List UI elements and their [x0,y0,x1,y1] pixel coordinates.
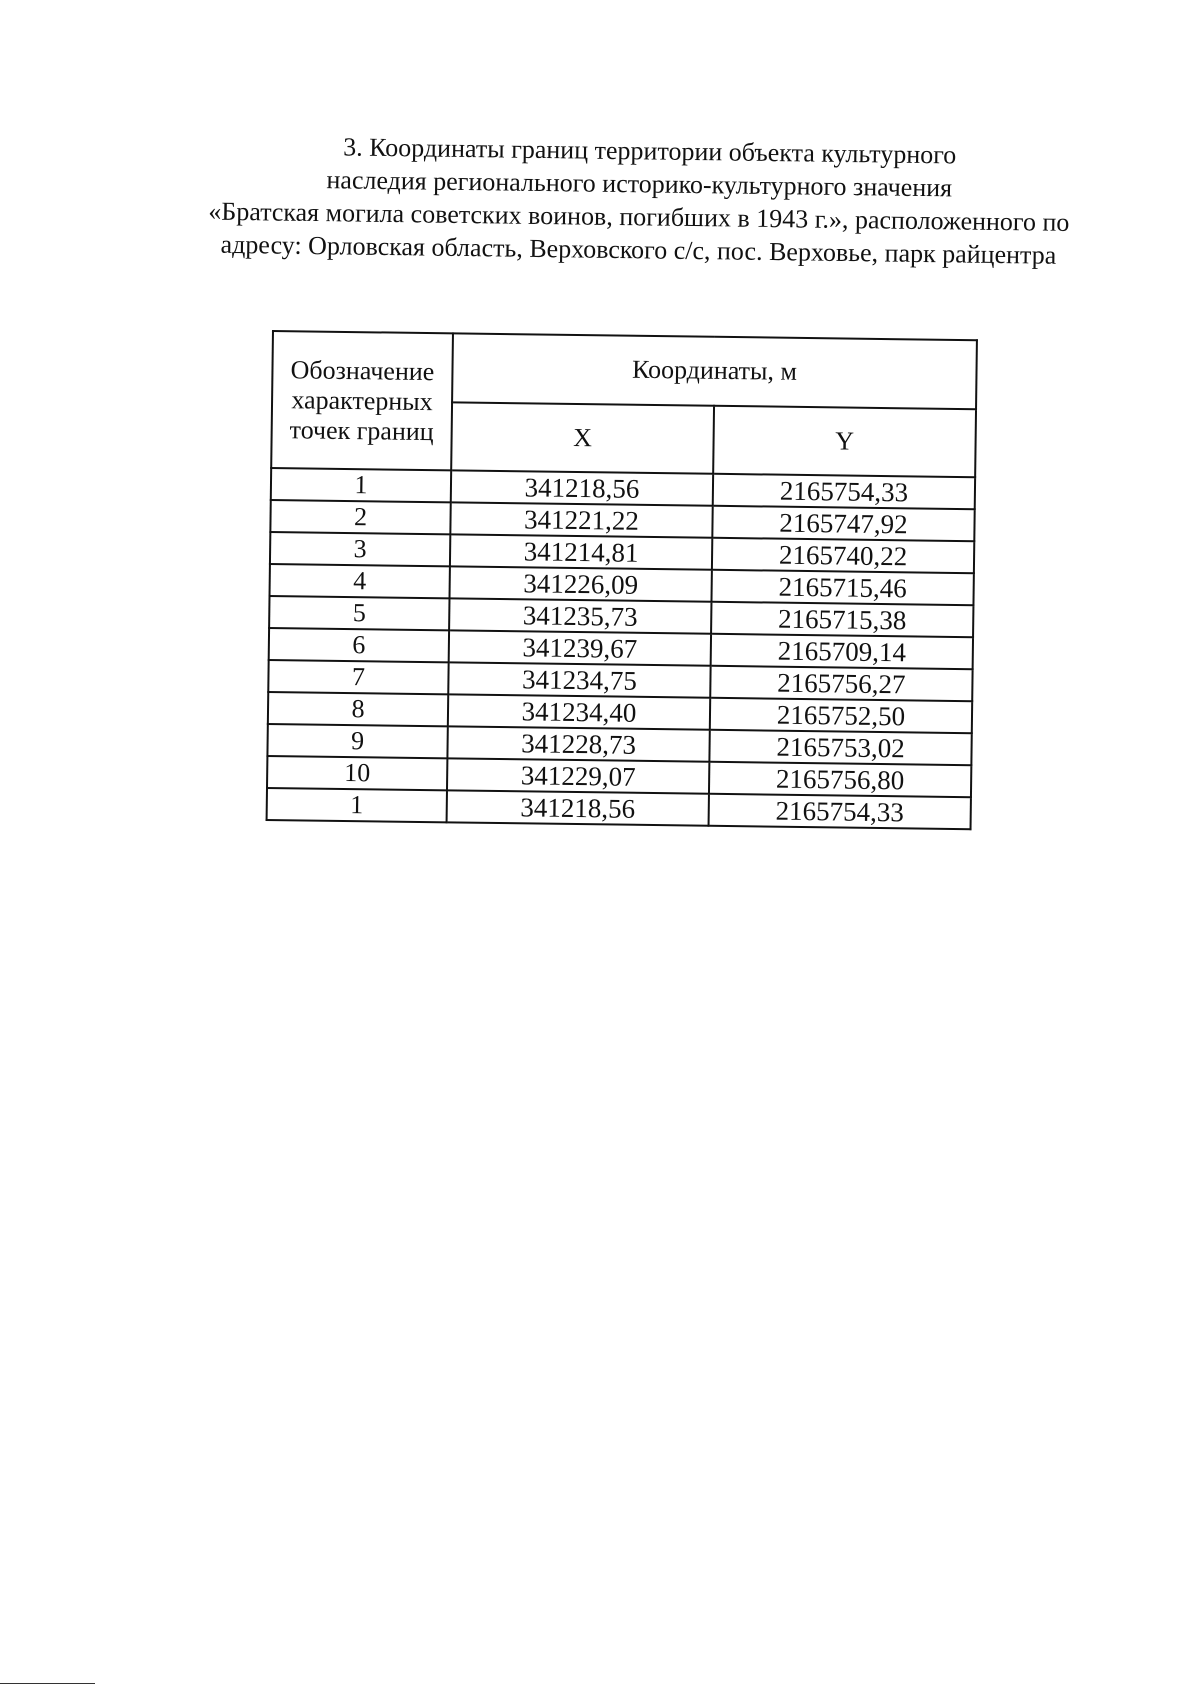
point-cell: 6 [269,628,449,662]
x-cell: 341229,07 [447,758,709,793]
y-cell: 2165754,33 [709,794,971,829]
y-cell: 2165709,14 [711,634,973,669]
x-cell: 341226,09 [450,566,712,601]
point-cell: 7 [268,660,448,694]
table-header-row [272,331,977,409]
point-cell: 4 [270,564,450,598]
x-cell: 341214,81 [450,534,712,569]
point-cell: 1 [267,788,447,822]
y-cell: 2165756,80 [709,762,971,797]
y-cell: 2165752,50 [710,698,972,733]
x-cell: 341234,75 [448,662,710,697]
point-cell: 9 [267,724,447,758]
point-cell: 8 [268,692,448,726]
y-cell: 2165715,46 [711,570,973,605]
point-cell: 1 [271,468,451,502]
x-cell: 341228,73 [447,726,709,761]
y-cell: 2165747,92 [712,506,974,541]
y-cell: 2165740,22 [712,538,974,573]
point-cell: 2 [270,500,450,534]
x-cell: 341239,67 [449,630,711,665]
header-x: X [451,402,714,474]
y-cell: 2165753,02 [709,730,971,765]
document-heading [158,128,1120,273]
x-cell: 341234,40 [448,694,710,729]
coordinates-table [266,330,978,830]
point-cell: 10 [267,756,447,790]
x-cell: 341221,22 [450,502,712,537]
point-cell: 3 [270,532,450,566]
heading-line-3: «Братская могила советских воинов, погибших в 1943 г.», расположенного по [208,196,1070,237]
scan-edge-mark [0,1683,95,1684]
header-point-designation: Обозначение характерных точек границ [271,331,453,470]
header-coordinates: Координаты, м [452,333,977,408]
x-cell: 341218,56 [451,470,713,505]
y-cell: 2165754,33 [713,474,975,509]
x-cell: 341218,56 [447,790,709,825]
coordinates-table-container [266,330,978,830]
heading-line-4: адресу: Орловская область, Верховского с/с, пос. Верховье, парк райцентра [220,229,1057,270]
y-cell: 2165715,38 [711,602,973,637]
x-cell: 341235,73 [449,598,711,633]
header-y: Y [713,405,976,477]
y-cell: 2165756,27 [710,666,972,701]
point-cell: 5 [269,596,449,630]
heading-line-1: 3. Координаты границ территории объекта культурного [343,132,957,170]
heading-line-2: наследия регионального историко-культурного значения [326,165,953,203]
